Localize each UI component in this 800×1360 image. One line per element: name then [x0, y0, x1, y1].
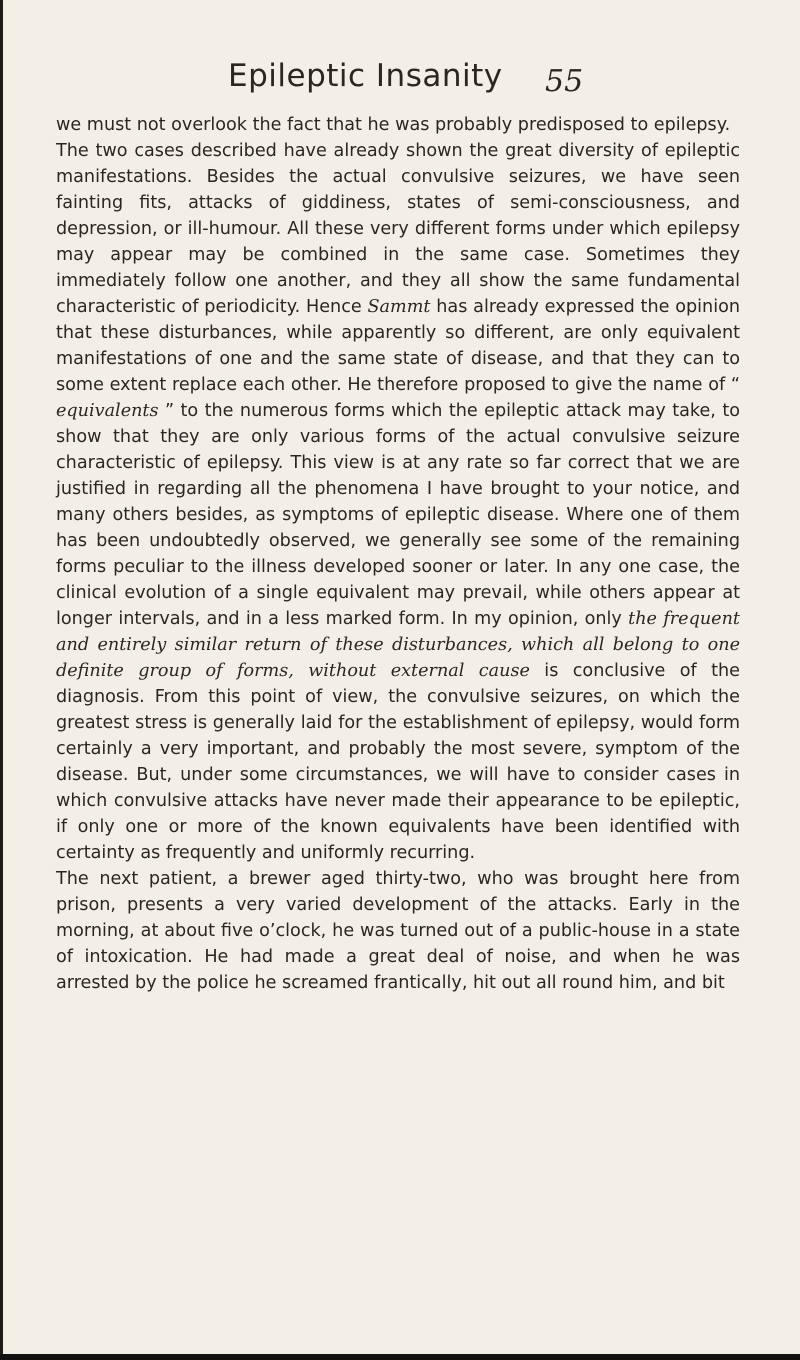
paragraph	[56, 866, 740, 996]
paragraph-text: is conclusive of the diagnosis. From this point of view, the convulsive seizures, on which the greatest stress is generally laid for the establishment of epilepsy, would form certainly a very important, and probably the most severe, symptom of the disease. But, under some circumstances, we will have to consider cases in which convulsive attacks have never made their appearance to be epileptic, if only one or more of the known equivalents have been identified with certainty as frequently and uniformly recurring.	[56, 661, 740, 863]
paragraph	[56, 112, 740, 138]
paragraph-text: has already expressed the opinion that these disturbances, while apparently so different, are only equivalent manifestations of one and the same state of disease, and that they can to some extent replace each other. He therefore proposed to give the name of “	[56, 297, 740, 395]
paragraph-text: ” to the numerous forms which the epileptic attack may take, to show that they are only various forms of the actual convulsive seizure characteristic of epilepsy. This view is at any rate so far correct that we are justified in regarding all the phenomena I have brought to your notice, and many others besides, as symptoms of epileptic disease. Where one of them has been undoubtedly observed, we generally see some of the remaining forms peculiar to the illness developed sooner or later. In any one case, the clinical evolution of a single equivalent may prevail, while others appear at longer intervals, and in a less marked form. In my opinion, only	[56, 401, 740, 629]
running-title: Epileptic Insanity	[228, 58, 503, 94]
paragraph-text: The two cases described have already shown the great diversity of epileptic manifestations. Besides the actual convulsive seizures, we have seen fainting fits, attacks of giddiness, states of semi-consciousness, and depression, or ill-humour. All these very different forms under which epilepsy may appear may be combined in the same case. Sometimes they immediately follow one another, and they all show the same fundamental characteristic of periodicity. Hence	[56, 141, 740, 317]
page-left-edge	[0, 0, 3, 1360]
paragraph	[56, 138, 740, 866]
page-header	[0, 58, 800, 98]
author-name-italic: Sammt	[367, 297, 431, 317]
paragraph-text: The next patient, a brewer aged thirty-two, who was brought here from prison, presents a very varied development of the attacks. Early in the morning, at about five o’clock, he was turned out of a public-house in a state of intoxication. He had made a great deal of noise, and when he was arrested by the police he screamed frantically, hit out all round him, and bit	[56, 869, 740, 993]
body-text	[56, 112, 740, 996]
page-number: 55	[545, 64, 584, 99]
paragraph-text: we must not overlook the fact that he was probably predisposed to epilepsy.	[56, 115, 731, 135]
emphasis-italic: the frequent and entirely similar return of these disturbances, which all belong to one definite group of forms, without external cause	[56, 609, 740, 681]
term-italic: equivalents	[56, 401, 159, 421]
page-bottom-edge	[0, 1354, 800, 1360]
